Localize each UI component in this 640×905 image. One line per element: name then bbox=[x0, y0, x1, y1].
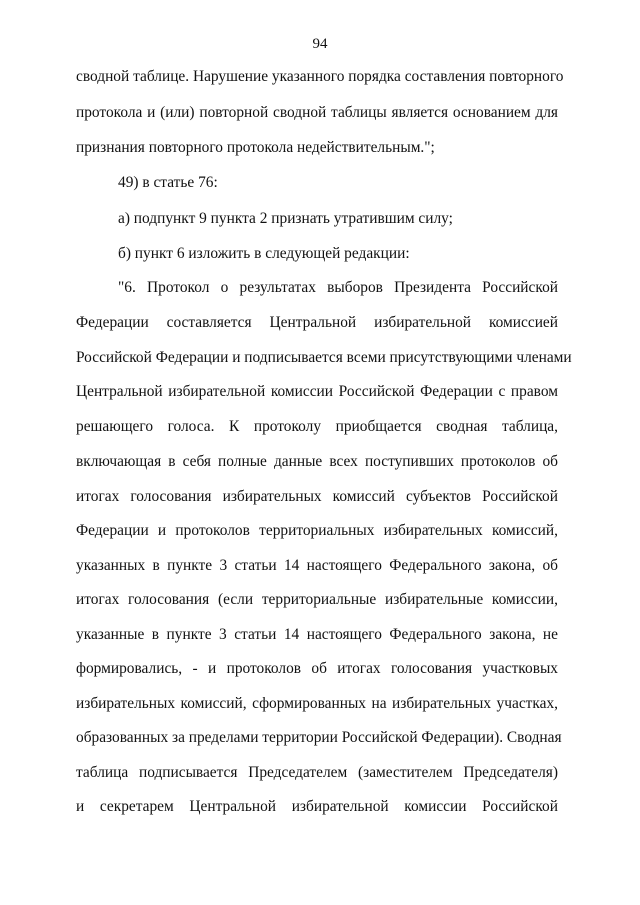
text-line: Российской Федерации и подписывается всеми присутствующими членами bbox=[76, 349, 572, 366]
text-line: итогах голосования избирательных комиссий субъектов Российской bbox=[76, 488, 558, 505]
text-line: образованных за пределами территории Российской Федерации). Сводная bbox=[76, 729, 562, 746]
text-line: Центральной избирательной комиссии Российской Федерации с правом bbox=[76, 383, 558, 400]
text-line: указанных в пункте 3 статьи 14 настоящего Федерального закона, об bbox=[76, 557, 558, 574]
text-line: таблица подписывается Председателем (заместителем Председателя) bbox=[76, 764, 558, 781]
text-line: протокола и (или) повторной сводной таблицы является основанием для bbox=[76, 104, 558, 121]
text-line: Федерации и протоколов территориальных избирательных комиссий, bbox=[76, 522, 558, 539]
text-line: "6. Протокол о результатах выборов Президента Российской bbox=[118, 279, 558, 296]
text-line: формировались, - и протоколов об итогах голосования участковых bbox=[76, 660, 558, 677]
list-item: б) пункт 6 изложить в следующей редакции: bbox=[118, 245, 410, 262]
text-line: признания повторного протокола недействительным."; bbox=[76, 139, 435, 156]
text-line: Федерации составляется Центральной избирательной комиссией bbox=[76, 314, 558, 331]
text-line: указанные в пункте 3 статьи 14 настоящего Федерального закона, не bbox=[76, 626, 558, 643]
text-line: включающая в себя полные данные всех поступивших протоколов об bbox=[76, 453, 558, 470]
text-line: решающего голоса. К протоколу приобщается сводная таблица, bbox=[76, 418, 558, 435]
text-line: итогах голосования (если территориальные избирательные комиссии, bbox=[76, 591, 558, 608]
text-line: сводной таблице. Нарушение указанного порядка составления повторного bbox=[76, 68, 564, 85]
text-line: и секретарем Центральной избирательной комиссии Российской bbox=[76, 798, 558, 815]
text-line: избирательных комиссий, сформированных на избирательных участках, bbox=[76, 695, 558, 712]
list-item-heading: 49) в статье 76: bbox=[118, 174, 218, 191]
list-item: а) подпункт 9 пункта 2 признать утратившим силу; bbox=[118, 210, 453, 227]
page-number: 94 bbox=[312, 36, 328, 52]
